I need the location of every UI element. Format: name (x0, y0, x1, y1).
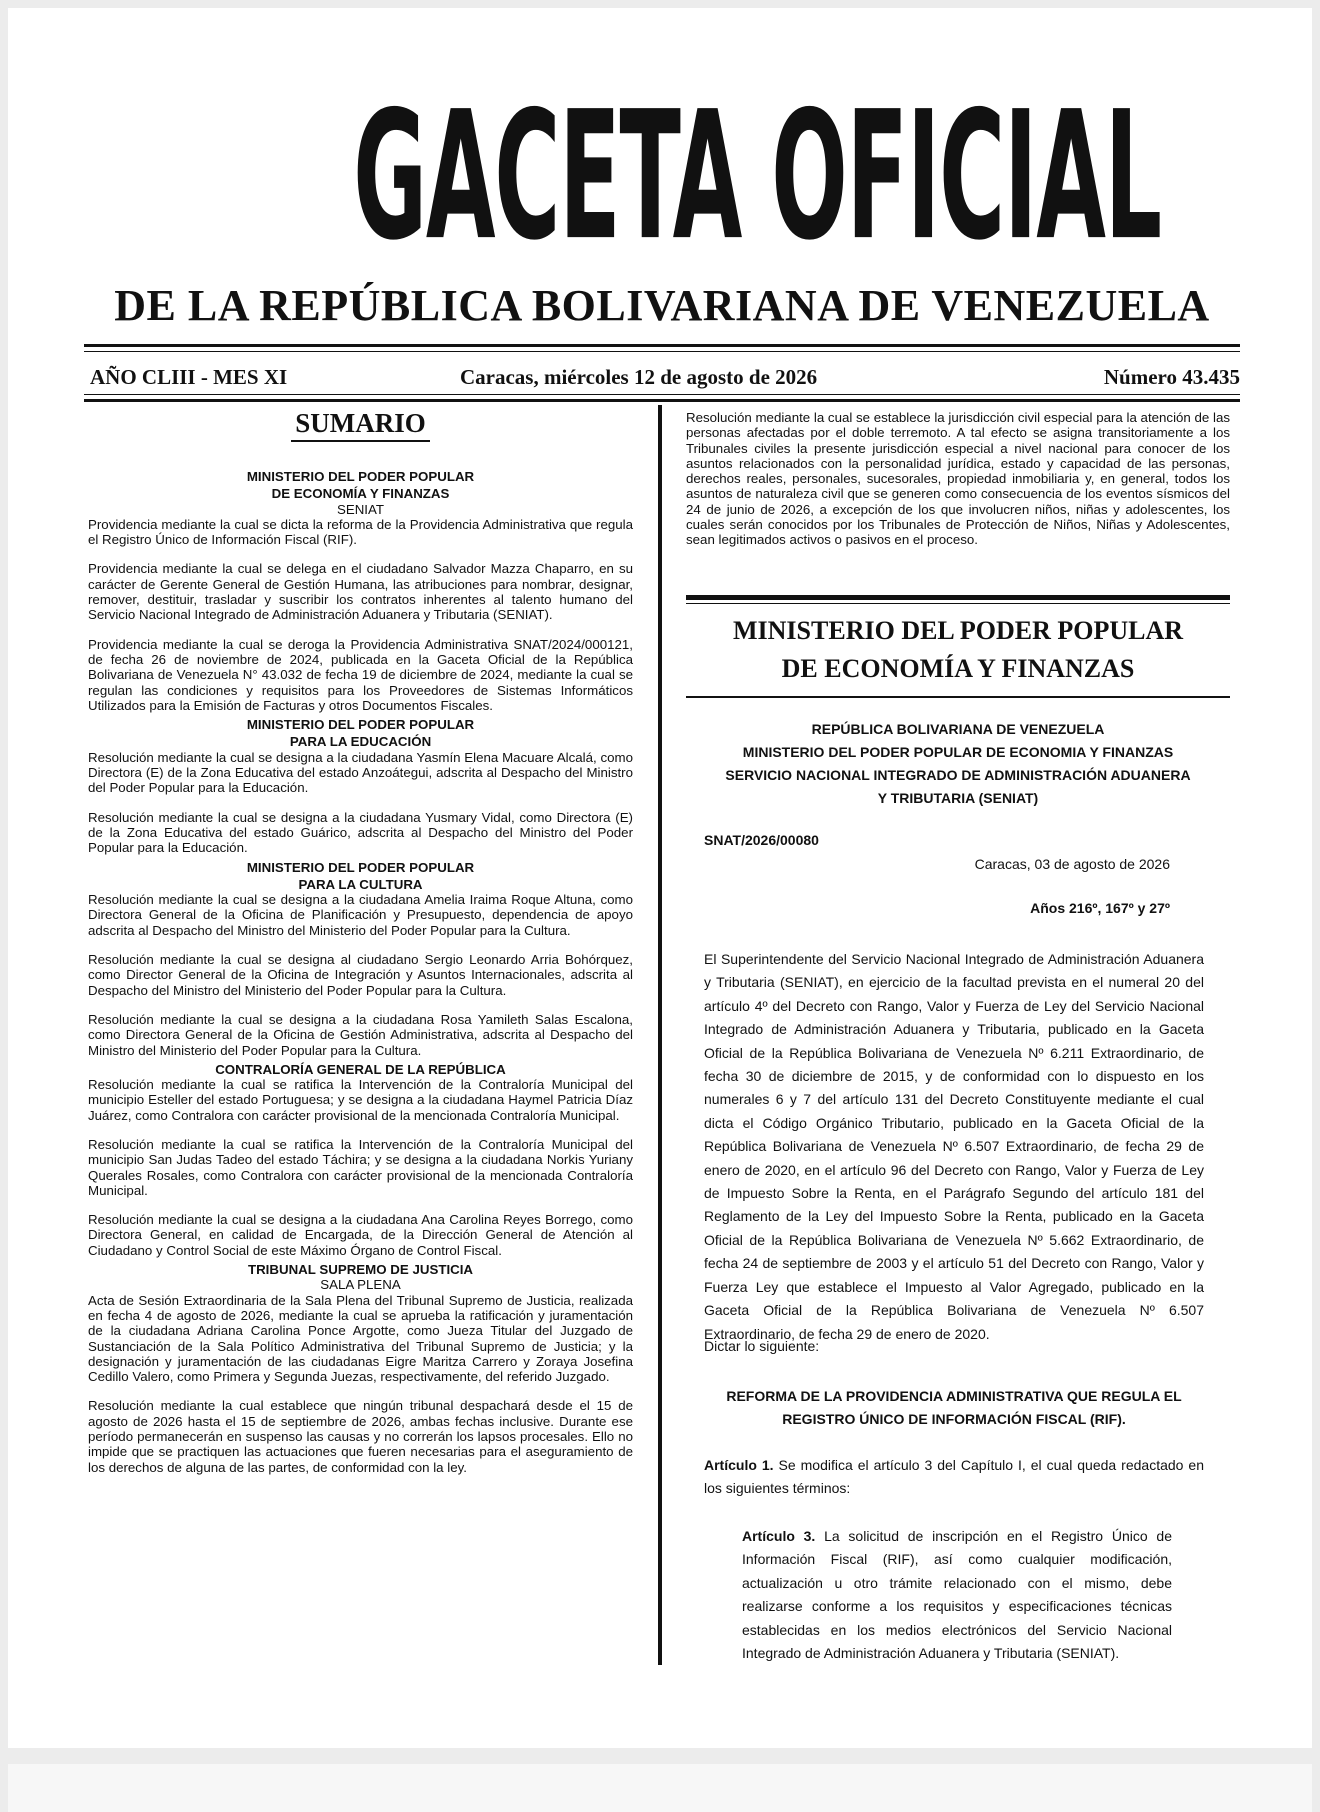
article-3 (742, 1525, 1172, 1665)
section-heading: PARA LA CULTURA (298, 876, 423, 892)
section-rule (686, 696, 1230, 698)
document-number: SNAT/2026/00080 (704, 832, 819, 848)
article-3-label: Artículo 3. (742, 1528, 816, 1544)
document-preamble: El Superintendente del Servicio Nacional Integrado de Administración Aduanera y Tributaria (SENIAT), en ejercicio de la facultad prevista en el numeral 20 del artículo 4º del Decreto con Rango, Valor y Fuerza de Ley del Servicio Nacional Integrado de Administración Aduanera y Tributaria, publicado en la Gaceta Oficial de la República Bolivariana de Venezuela Nº 6.211 Extraordinario, de fecha 30 de diciembre de 2015, y de conformidad con lo dispuesto en los numerales 6 y 7 del artículo 131 del Decreto Constituyente mediante el cual dicta el Código Orgánico Tributario, publicado en la Gaceta Oficial de la República Bolivariana de Venezuela Nº 6.507 Extraordinario, de fecha 29 de enero de 2020, en el artículo 96 del Decreto con Rango, Valor y Fuerza de Ley de Impuesto Sobre la Renta, en el Parágrafo Segundo del artículo 181 del Reglamento de la Ley del Impuesto Sobre la Renta, publicado en la Gaceta Oficial de la República Bolivariana de Venezuela Nº 5.662 Extraordinario, de fecha 24 de septiembre de 2003 y el artículo 51 del Decreto con Rango, Valor y Fuerza Ley que establece el Impuesto al Valor Agregado, publicado en la Gaceta Oficial de la República Bolivariana de Venezuela Nº 6.507 Extraordinario, de fecha 29 de enero de 2020. (704, 951, 1204, 1342)
section-subheading: SENIAT (336, 501, 385, 517)
summary-section (88, 1262, 633, 1475)
section-heading: PARA LA EDUCACIÓN (289, 734, 432, 750)
summary-entry: Resolución mediante la cual se designa a la ciudadana Amelia Iraima Roque Altuna, como Directora General de la Oficina de Planificación y Presupuesto, dependencia de apoyo adscrita al Despacho del Ministro del Ministerio del Poder Popular para la Cultura. (88, 892, 633, 938)
summary-entry: Resolución mediante la cual se designa a la ciudadana Ana Carolina Reyes Borrego, como Directora General, en calidad de Encargada, de la Dirección General de Atención al Ciudadano y Control Social de este Máximo Órgano de Control Fiscal. (88, 1212, 633, 1258)
masthead-title: GACETA OFICIAL (353, 74, 1161, 280)
article-3-text: La solicitud de inscripción en el Registro Único de Información Fiscal (RIF), así como cualquier modificación, actualización u otro trámite relacionado con el mismo, debe realizarse conforme a los requisitos y especificaciones técnicas establecidas en los medios electrónicos del Servicio Nacional Integrado de Administración Aduanera y Tributaria (SENIAT). (742, 1528, 1172, 1662)
header-rule (84, 394, 1240, 395)
summary-entry-continued: Resolución mediante la cual se establece la jurisdicción civil especial para la atención de las personas afectadas por el doble terremoto. A tal efecto se asigna transitoriamente a los Tribunales civiles la presente jurisdicción especial a nivel nacional para conocer de los asuntos relacionados con la personalidad jurídica, estado y capacidad de las personas, derechos reales, personales, sucesorales, propiedad inmobiliaria y, en general, todos los asuntos de naturaleza civil que se generen como consecuencia de los eventos sísmicos del 24 de junio de 2026, a excepción de los que involucren niños, niñas y adolescentes, los cuales serán conocidos por los Tribunales de Protección de Niños, Niñas y Adolescentes, sean legitimados activos o pasivos en el proceso. (686, 410, 1230, 548)
section-heading: TRIBUNAL SUPREMO DE JUSTICIA (247, 1262, 474, 1278)
summary-entry: Providencia mediante la cual se dicta la reforma de la Providencia Administrativa que regula el Registro Único de Información Fiscal (RIF). (88, 516, 633, 548)
document-header-line: REPÚBLICA BOLIVARIANA DE VENEZUELA (811, 721, 1105, 737)
section-heading: MINISTERIO DEL PODER POPULAR (246, 717, 475, 733)
summary-entry: Resolución mediante la cual se designa a la ciudadana Yasmín Elena Macuare Alcalá, como Directora (E) de la Zona Educativa del estado Anzoátegui, adscrita al Despacho del Ministro del Poder Popular para la Educación. (88, 749, 633, 796)
year-month: AÑO CLIII - MES XI (90, 365, 288, 389)
summary-section (88, 469, 633, 713)
summary-entry: Resolución mediante la cual se ratifica la Intervención de la Contraloría Municipal del municipio Esteller del estado Portuguesa; y se designa a la ciudadana Haymel Patricia Díaz Juárez, como Contralora con carácter provisional de la mencionada Contraloría Municipal. (88, 1077, 633, 1123)
summary-entry: Resolución mediante la cual se designa al ciudadano Sergio Leonardo Arria Bohórquez, como Director General de la Oficina de Integración y Asuntos Internacionales, adscrita al Despacho del Ministro del Ministerio del Poder Popular para la Cultura. (88, 952, 633, 998)
header-rule (84, 351, 1240, 352)
article-1 (704, 1454, 1204, 1501)
summary-column (88, 405, 633, 1489)
section-rule (686, 595, 1230, 600)
summary-section (88, 1062, 633, 1258)
summary-entry: Resolución mediante la cual se ratifica la Intervención de la Contraloría Municipal del municipio San Judas Tadeo del estado Táchira; y se designa a la ciudadana Norkis Yuriany Querales Rosales, como Contralora con carácter provisional de la mencionada Contraloría Municipal. (88, 1136, 633, 1198)
summary-entry: Providencia mediante la cual se deroga la Providencia Administrativa SNAT/2024/000121, de fecha 26 de noviembre de 2024, publicada en la Gaceta Oficial de la República Bolivariana de Venezuela N° 43.032 de fecha 19 de diciembre de 2024, mediante la cual se regulan las condiciones y requisitos para los Proveedores de Sistemas Informáticos Utilizados para la Emisión de Facturas y otros Documentos Fiscales. (88, 636, 633, 713)
document-header-line: SERVICIO NACIONAL INTEGRADO DE ADMINISTRACIÓN ADUANERA (725, 767, 1191, 783)
summary-section (88, 860, 633, 1058)
column-divider (658, 405, 662, 1665)
header-rule (84, 399, 1240, 402)
document-title-line: REFORMA DE LA PROVIDENCIA ADMINISTRATIVA QUE REGULA EL (726, 1388, 1182, 1404)
summary-section (88, 717, 633, 855)
document-header-line: MINISTERIO DEL PODER POPULAR DE ECONOMIA Y FINANZAS (742, 744, 1174, 760)
section-heading: CONTRALORÍA GENERAL DE LA REPÚBLICA (215, 1061, 506, 1077)
document-dictar: Dictar lo siguiente: (704, 1338, 820, 1354)
ministry-heading (686, 612, 1230, 688)
section-rule (686, 603, 1230, 604)
summary-entry: Acta de Sesión Extraordinaria de la Sala Plena del Tribunal Supremo de Justicia, realizada en fecha 4 de agosto de 2026, mediante la cual se aprueba la ratificación y juramentación de la ciudadana Adriana Carolina Ponce Argotte, como Jueza Titular del Juzgado de Sustanciación de la Sala Político Administrativa del Tribunal Supremo de Justicia; y la designación y juramentación de las ciudadanas Eigre Maritza Carrero y Zoraya Josefina Cedillo Valero, como Primera y Segunda Juezas, respectivamente, del referido Juzgado. (88, 1292, 633, 1385)
section-heading: MINISTERIO DEL PODER POPULAR (246, 859, 475, 875)
document-date: Caracas, 03 de agosto de 2026 (974, 856, 1170, 872)
section-heading: MINISTERIO DEL PODER POPULAR (246, 469, 475, 484)
issue-date: Caracas, miércoles 12 de agosto de 2026 (460, 365, 818, 389)
document-title-line: REGISTRO ÚNICO DE INFORMACIÓN FISCAL (RIF). (782, 1411, 1126, 1427)
summary-entry: Resolución mediante la cual se designa a la ciudadana Rosa Yamileth Salas Escalona, como Directora General de la Oficina de Gestión Administrativa, adscrita al Despacho del Ministro del Ministerio del Poder Popular para la Cultura. (88, 1011, 633, 1058)
document-title (704, 1385, 1204, 1431)
article-1-label: Artículo 1. (704, 1457, 774, 1473)
article-1-text: Se modifica el artículo 3 del Capítulo I, el cual queda redactado en los siguientes términos: (704, 1457, 1204, 1497)
ministry-heading-line: DE ECONOMÍA Y FINANZAS (781, 654, 1135, 683)
masthead-subtitle: DE LA REPÚBLICA BOLIVARIANA DE VENEZUELA (114, 281, 1210, 330)
issue-info-bar (90, 360, 1240, 394)
summary-title: SUMARIO (88, 405, 633, 441)
section-subheading: SALA PLENA (320, 1277, 401, 1293)
next-page-edge (8, 1764, 1312, 1812)
issue-number: Número 43.435 (1103, 365, 1240, 389)
continuation-column (686, 410, 1230, 548)
document-header-line: Y TRIBUTARIA (SENIAT) (877, 790, 1039, 806)
section-heading: DE ECONOMÍA Y FINANZAS (271, 486, 450, 502)
document-header (686, 718, 1230, 810)
ministry-heading-line: MINISTERIO DEL PODER POPULAR (733, 616, 1183, 645)
document-years: Años 216º, 167º y 27º (1030, 900, 1170, 916)
summary-entry: Resolución mediante la cual establece que ningún tribunal despachará desde el 15 de agosto de 2026 hasta el 15 de septiembre de 2026, ambas fechas inclusive. Durante ese período permanecerán en suspenso las causas y no correrán los lapsos procesales. Ello no impide que se practiquen las actuaciones que fueren necesarias para el aseguramiento de los derechos de alguna de las partes, de conformidad con la ley. (88, 1398, 633, 1475)
header-rule (84, 344, 1240, 347)
summary-entry: Providencia mediante la cual se delega en el ciudadano Salvador Mazza Chaparro, en su carácter de Gerente General de Gestión Humana, las atribuciones para nombrar, designar, remover, destituir, trasladar y suscribir los contratos inherentes al talento humano del Servicio Nacional Integrado de Administración Aduanera y Tributaria (SENIAT). (88, 561, 633, 623)
summary-entry: Resolución mediante la cual se designa a la ciudadana Yusmary Vidal, como Directora (E) de la Zona Educativa del estado Guárico, adscrita al Despacho del Ministro del Poder Popular para la Educación. (88, 809, 633, 856)
